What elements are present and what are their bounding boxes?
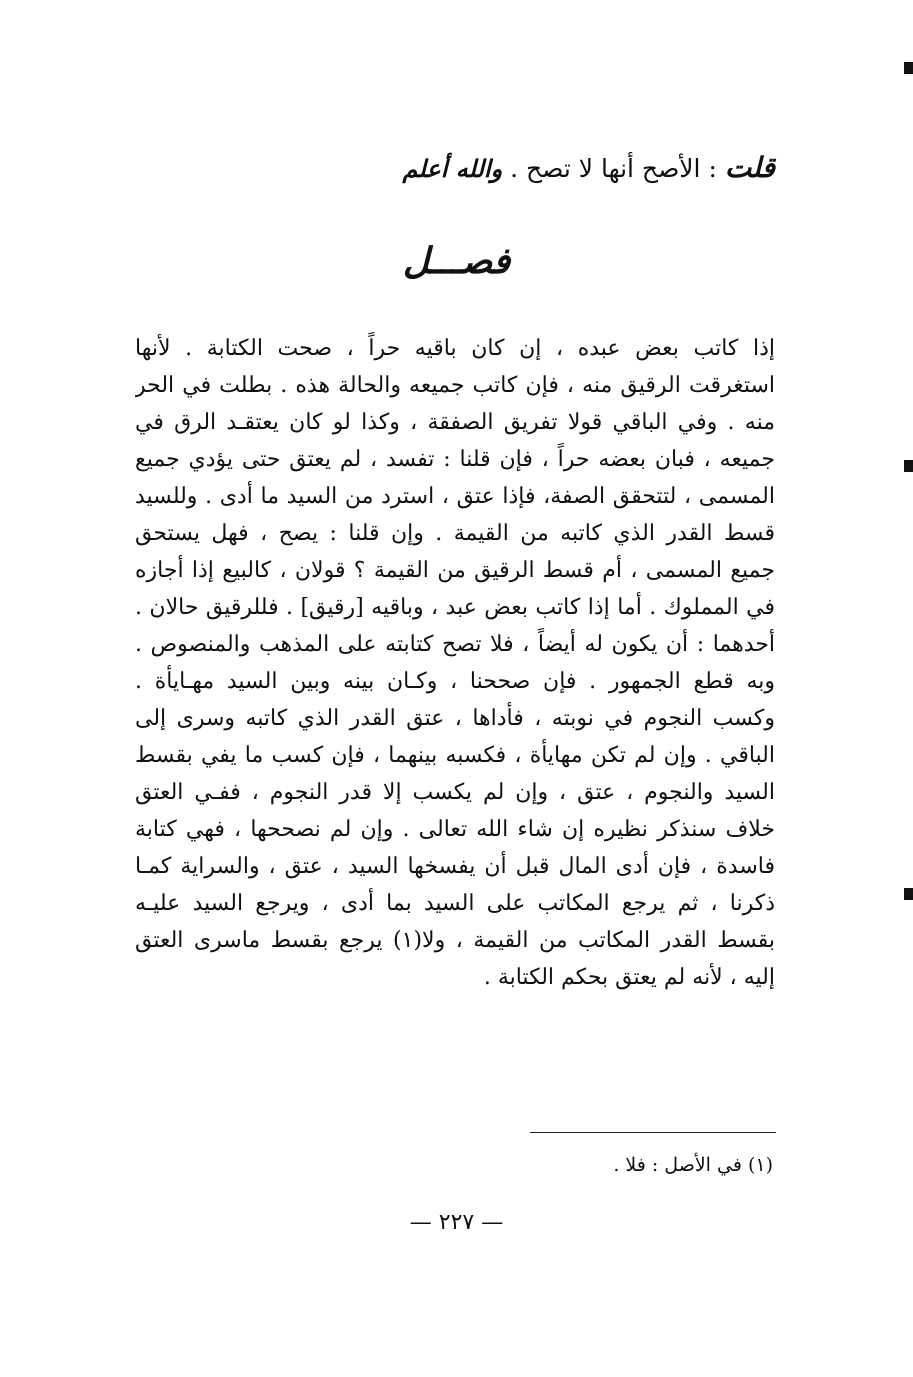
text-line: أحدهما : أن يكون له أيضاً ، فلا تصح كتابته على المذهب والمنصوص .: [135, 632, 775, 657]
header-note: [135, 148, 775, 189]
text-line: المسمى ، لتتحقق الصفة، فإذا عتق ، استرد من السيد ما أدى . وللسيد: [135, 484, 775, 509]
note-closing: والله أعلم: [402, 154, 503, 183]
scan-edge-mark: [904, 460, 913, 472]
text-line: ذكرنا ، ثم يرجع المكاتب على السيد بما أدى ، ويرجع السيد عليـه: [135, 891, 775, 916]
footnote-divider: [530, 1132, 776, 1133]
scan-edge-mark: [904, 888, 913, 900]
text-line: وبه قطع الجمهور . فإن صححنا ، وكـان بينه وبين السيد مهـايأة .: [135, 669, 775, 694]
text-line: خلاف سنذكر نظيره إن شاء الله تعالى . وإن لم نصححها ، فهي كتابة: [135, 817, 775, 842]
page-number: — ٢٢٧ —: [409, 1210, 504, 1235]
footnote: (١) في الأصل : فلا .: [613, 1154, 773, 1176]
text-line: إليه ، لأنه لم يعتق بحكم الكتابة .: [483, 965, 775, 990]
text-line: منه . وفي الباقي قولا تفريق الصفقة ، وكذا لو كان يعتقـد الرق في: [135, 410, 775, 435]
text-line: جميع المسمى ، أم قسط الرقيق من القيمة ؟ قولان ، كالبيع إذا أجازه: [135, 558, 775, 583]
note-text: : الأصح أنها لا تصح .: [510, 154, 717, 183]
text-line: قسط القدر الذي كاتبه من القيمة . وإن قلنا : يصح ، فهل يستحق: [135, 521, 775, 546]
text-line: وكسب النجوم في نوبته ، فأداها ، عتق القدر الذي كاتبه وسرى إلى: [135, 706, 775, 731]
text-line: في المملوك . أما إذا كاتب بعض عبد ، وباقيه [رقيق] . فللرقيق حالان .: [135, 595, 775, 620]
text-line: استغرقت الرقيق منه ، فإن كاتب جميعه والحالة هذه . بطلت في الحر: [135, 373, 775, 398]
note-lead-word: قلت: [724, 151, 775, 184]
text-line: بقسط القدر المكاتب من القيمة ، ولا(١) يرجع بقسط ماسرى العتق: [135, 928, 775, 953]
text-line: جميعه ، فبان بعضه حراً ، فإن قلنا : تفسد ، لم يعتق حتى يؤدي جميع: [135, 447, 775, 472]
body-text: [135, 330, 775, 996]
text-line: فاسدة ، فإن أدى المال قبل أن يفسخها السيد ، عتق ، والسراية كمـا: [135, 854, 775, 879]
section-title: فصـــل: [402, 240, 511, 282]
scan-edge-mark: [904, 62, 913, 74]
text-line: السيد والنجوم ، عتق ، وإن لم يكسب إلا قدر النجوم ، ففـي العتق: [135, 780, 775, 805]
text-line: الباقي . وإن لم تكن مهايأة ، فكسبه بينهما ، فإن كسب ما يفي بقسط: [135, 743, 775, 768]
text-line: إذا كاتب بعض عبده ، إن كان باقيه حراً ، صحت الكتابة . لأنها: [135, 336, 775, 361]
